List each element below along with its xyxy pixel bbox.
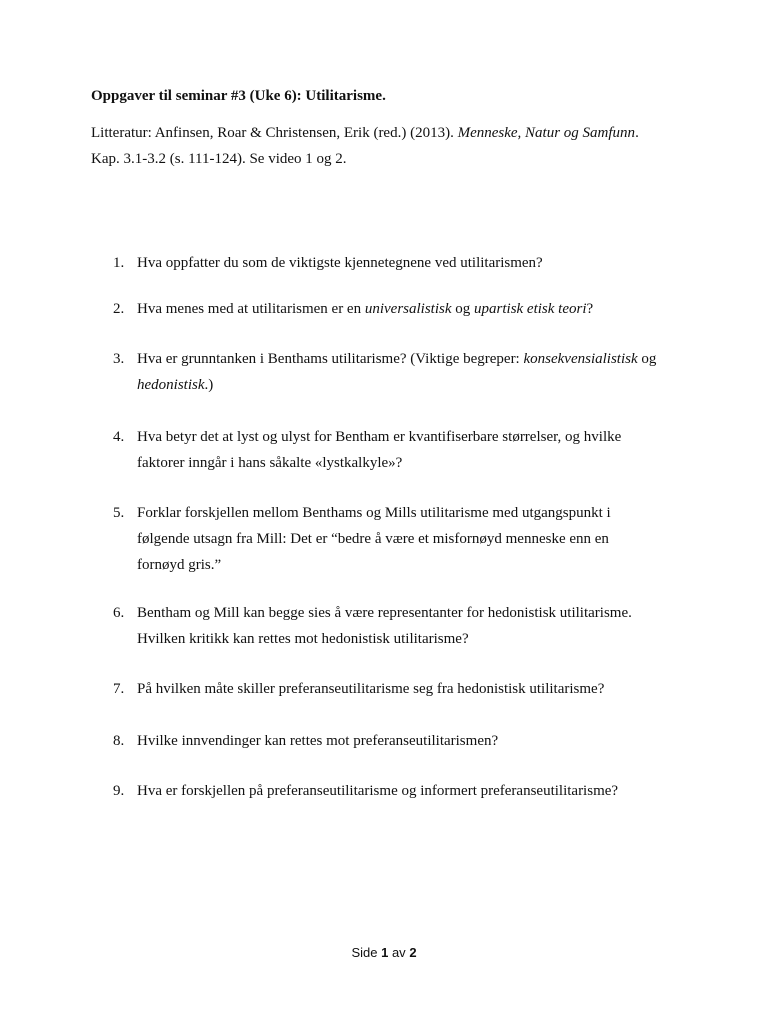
question-text-segment: Hva betyr det at lyst og ulyst for Bentham er kvantifiserbare størrelser, og hvilke	[137, 429, 622, 445]
footer-of-label: av	[391, 945, 406, 960]
question-text	[137, 728, 697, 754]
question-text	[137, 424, 697, 476]
question-text	[137, 676, 697, 702]
question-term-italic: universalistisk	[364, 301, 452, 317]
question-line	[137, 676, 697, 702]
question-text-segment: Hvilke innvendinger kan rettes mot preferanseutilitarismen?	[137, 733, 499, 749]
literature-prefix: Litteratur: Anfinsen, Roar & Christensen, Erik (red.) (2013).	[91, 125, 458, 141]
question-line	[137, 250, 697, 276]
question-text-segment: faktorer inngår i hans såkalte «lystkalkyle»?	[137, 455, 403, 471]
page-footer	[0, 944, 768, 962]
question-text-segment: Forklar forskjellen mellom Benthams og Mills utilitarisme med utgangspunkt i	[137, 505, 611, 521]
footer-page-current: 1	[381, 945, 389, 960]
literature-suffix: .	[635, 125, 639, 141]
question-number: 2.	[113, 301, 125, 317]
question-text	[137, 296, 697, 322]
question-line	[137, 728, 697, 754]
literature-reference	[91, 120, 691, 172]
question-number: 3.	[113, 351, 125, 367]
literature-line-2: Kap. 3.1-3.2 (s. 111-124). Se video 1 og 2.	[91, 151, 347, 167]
question-number: 9.	[113, 783, 125, 799]
question-number: 5.	[113, 505, 125, 521]
question-text	[137, 250, 697, 276]
footer-side-label: Side	[351, 945, 378, 960]
question-text-segment: Hva oppfatter du som de viktigste kjennetegnene ved utilitarismen?	[137, 255, 543, 271]
question-text-segment: ?	[586, 301, 594, 317]
question-line	[137, 346, 697, 372]
question-text	[137, 500, 697, 578]
question-number: 8.	[113, 733, 125, 749]
question-text-segment: Bentham og Mill kan begge sies å være representanter for hedonistisk utilitarisme.	[137, 605, 632, 621]
question-text-segment: Hva menes med at utilitarismen er en	[137, 301, 365, 317]
literature-book-title: Menneske, Natur og Samfunn	[457, 125, 636, 141]
question-text	[137, 346, 697, 398]
question-text	[137, 778, 697, 804]
question-line	[137, 526, 697, 552]
question-text-segment: Hva er forskjellen på preferanseutilitarisme og informert preferanseutilitarisme?	[137, 783, 619, 799]
question-text-segment: og	[637, 351, 657, 367]
question-line	[137, 296, 697, 322]
question-text-segment: .)	[204, 377, 214, 393]
question-term-italic: upartisk etisk teori	[474, 301, 587, 317]
question-line	[137, 552, 697, 578]
question-text-segment: Hvilken kritikk kan rettes mot hedonistisk utilitarisme?	[137, 631, 469, 647]
footer-page-total: 2	[409, 945, 417, 960]
question-line	[137, 450, 697, 476]
question-text-segment: Hva er grunntanken i Benthams utilitarisme? (Viktige begreper:	[137, 351, 524, 367]
question-text-segment: følgende utsagn fra Mill: Det er “bedre å være et misfornøyd menneske enn en	[137, 531, 609, 547]
question-number: 1.	[113, 255, 125, 271]
literature-line-1	[91, 120, 691, 146]
question-text-segment: fornøyd gris.”	[137, 557, 222, 573]
question-line	[137, 500, 697, 526]
question-text	[137, 600, 697, 652]
question-line	[137, 626, 697, 652]
question-number: 4.	[113, 429, 125, 445]
question-text-segment: og	[451, 301, 475, 317]
question-line	[137, 424, 697, 450]
question-text-segment: På hvilken måte skiller preferanseutilitarisme seg fra hedonistisk utilitarisme?	[137, 681, 605, 697]
question-line	[137, 778, 697, 804]
question-number: 6.	[113, 605, 125, 621]
question-number: 7.	[113, 681, 125, 697]
question-term-italic: konsekvensialistisk	[523, 351, 638, 367]
question-term-italic: hedonistisk	[137, 377, 205, 393]
document-title: Oppgaver til seminar #3 (Uke 6): Utilitarisme.	[91, 88, 386, 104]
question-line	[137, 372, 697, 398]
question-line	[137, 600, 697, 626]
